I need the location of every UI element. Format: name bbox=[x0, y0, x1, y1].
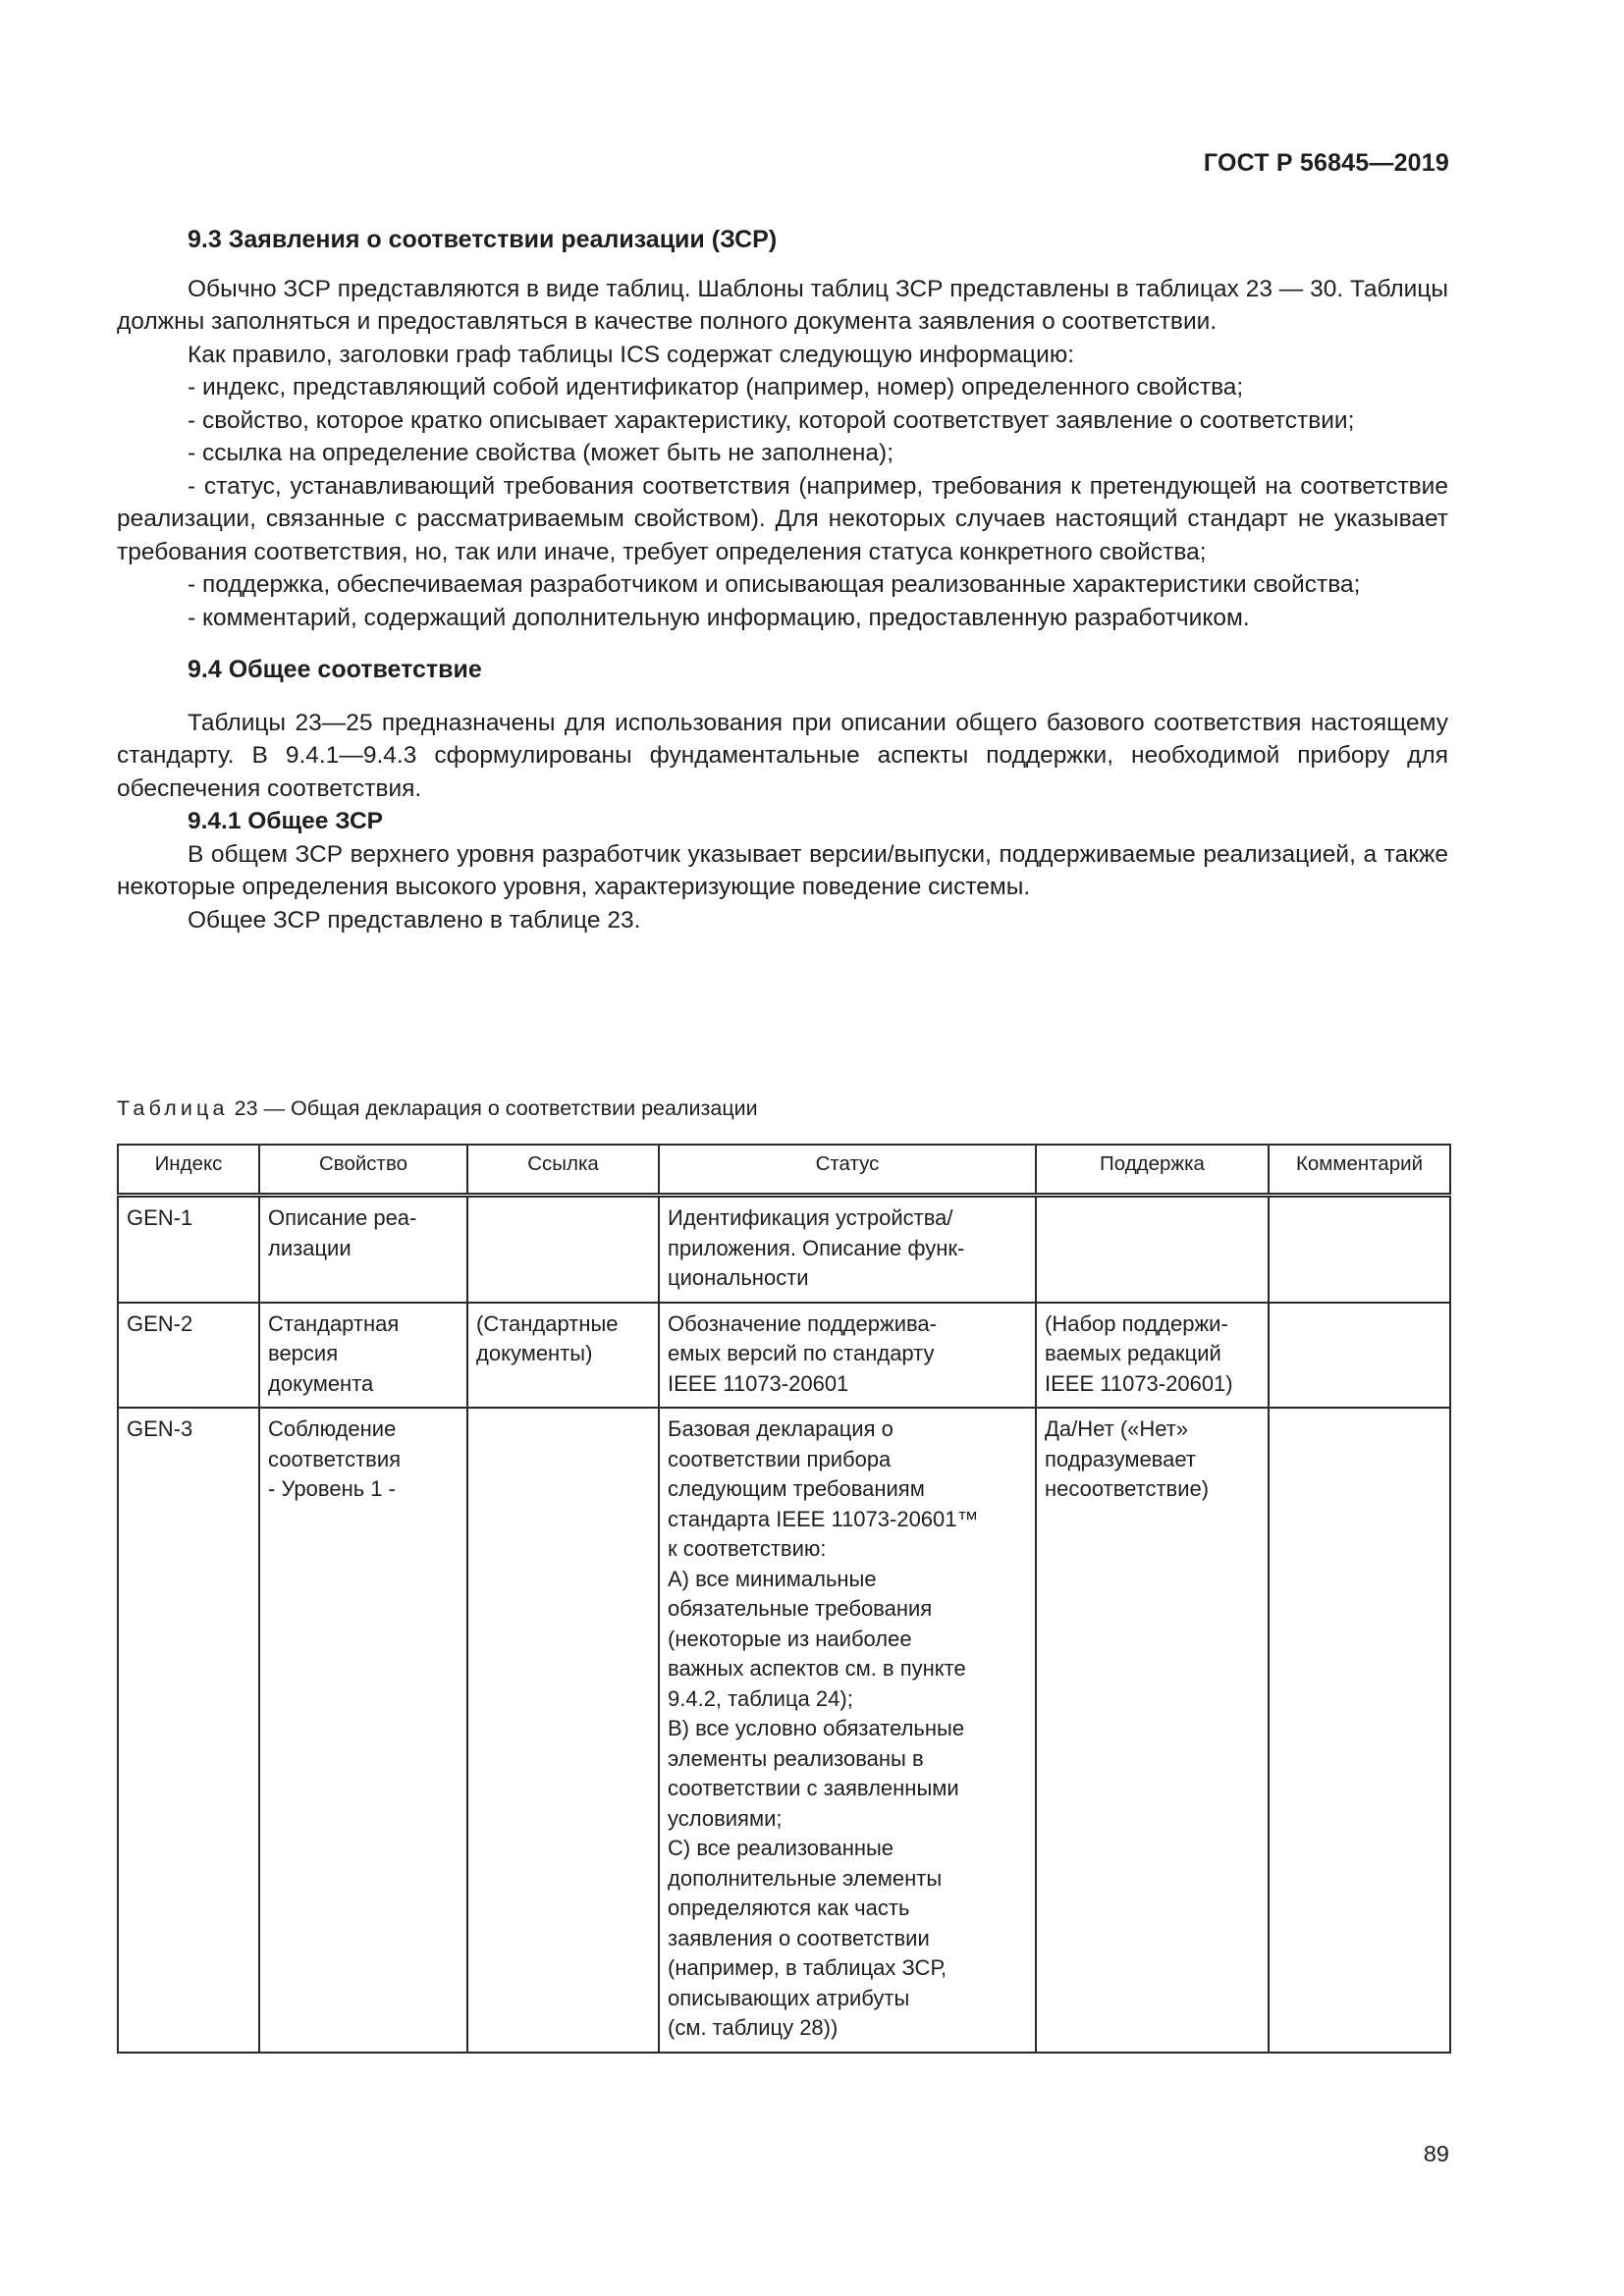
column-header-property: Свойство bbox=[259, 1145, 467, 1196]
paragraph: Обычно ЗСР представляются в виде таблиц. Шаблоны таблиц ЗСР представлены в таблицах 23 — 30. Таблицы должны заполняться и предоставляться в качестве полного документа заявления о соответствии. bbox=[117, 275, 1448, 335]
subsection-9-4-1-title: 9.4.1 Общее ЗСР bbox=[188, 808, 383, 834]
table-cell-reference: (Стандартные документы) bbox=[467, 1303, 659, 1409]
table-cell-property: Соблюдение соответствия - Уровень 1 - bbox=[259, 1408, 467, 2053]
table-cell-support bbox=[1036, 1196, 1269, 1303]
column-header-support: Поддержка bbox=[1036, 1145, 1269, 1196]
table-cell-index: GEN-3 bbox=[118, 1408, 259, 2053]
section-9-4-title: 9.4 Общее соответствие bbox=[188, 656, 482, 683]
table-caption-text: 23 — Общая декларация о соответствии реализации bbox=[228, 1096, 758, 1120]
table-cell-property: Стандартная версия документа bbox=[259, 1303, 467, 1409]
column-header-index: Индекс bbox=[118, 1145, 259, 1196]
column-header-comment: Комментарий bbox=[1269, 1145, 1450, 1196]
list-item: - индекс, представляющий собой идентификатор (например, номер) определенного свойства; bbox=[188, 374, 1244, 400]
table-caption-label: Таблица bbox=[117, 1096, 229, 1120]
paragraph: Как правило, заголовки граф таблицы ICS содержат следующую информацию: bbox=[188, 341, 1075, 368]
table-cell-reference bbox=[467, 1196, 659, 1303]
table-cell-property: Описание реа- лизации bbox=[259, 1196, 467, 1303]
list-item: - поддержка, обеспечиваемая разработчиком и описывающая реализованные характеристики свойства; bbox=[188, 571, 1361, 598]
table-cell-index: GEN-2 bbox=[118, 1303, 259, 1409]
table-cell-comment bbox=[1269, 1408, 1450, 2053]
column-header-reference: Ссылка bbox=[467, 1145, 659, 1196]
list-item: - ссылка на определение свойства (может быть не заполнена); bbox=[188, 440, 894, 466]
table-caption bbox=[117, 1094, 1448, 1123]
table-row bbox=[118, 1408, 1450, 2053]
paragraph: Таблицы 23—25 предназначены для использования при описании общего базового соответствия настоящему стандарту. В 9.4.1—9.4.3 сформулированы фундаментальные аспекты поддержки, необходимой прибору для обеспечения соответствия. bbox=[117, 709, 1448, 802]
table-cell-index: GEN-1 bbox=[118, 1196, 259, 1303]
ics-table bbox=[117, 1144, 1451, 2054]
section-9-3-body bbox=[117, 273, 1448, 635]
table-cell-support: (Набор поддержи- ваемых редакций IEEE 11073-20601) bbox=[1036, 1303, 1269, 1409]
table-cell-status: Идентификация устройства/ приложения. Описание функ- циональности bbox=[659, 1196, 1036, 1303]
paragraph: Общее ЗСР представлено в таблице 23. bbox=[188, 906, 641, 934]
table-header-row bbox=[118, 1145, 1450, 1196]
table-cell-status: Обозначение поддержива- емых версий по стандарту IEEE 11073-20601 bbox=[659, 1303, 1036, 1409]
list-item: - свойство, которое кратко описывает характеристику, которой соответствует заявление о соответствии; bbox=[188, 406, 1355, 434]
table-cell-status: Базовая декларация о соответствии прибора следующим требованиям стандарта IEEE 11073-20601™ к соответствию: A) все минимальные обязательные требования (некоторые из наиболее важных аспектов см. в пункте 9.4.2, таблица 24); B) все условно обязательные элементы реализованы в соответствии с заявленными условиями; C) все реализованные дополнительные элементы определяются как часть заявления о соответствии (например, в таблицах ЗСР, описывающих атрибуты (см. таблицу 28)) bbox=[659, 1408, 1036, 2053]
table-row bbox=[118, 1303, 1450, 1409]
paragraph: В общем ЗСР верхнего уровня разработчик указывает версии/выпуски, поддерживаемые реализацией, а также некоторые определения высокого уровня, характеризующие поведение системы. bbox=[117, 840, 1448, 900]
table-cell-reference bbox=[467, 1408, 659, 2053]
list-item: - статус, устанавливающий требования соответствия (например, требования к претендующей на соответствие реализации, связанные с рассматриваемым свойством). Для некоторых случаев настоящий стандарт не указывает требования соответствия, но, так или иначе, требует определения статуса конкретного свойства; bbox=[117, 472, 1448, 565]
table-cell-comment bbox=[1269, 1303, 1450, 1409]
table-cell-comment bbox=[1269, 1196, 1450, 1303]
section-9-4-body bbox=[117, 707, 1448, 937]
section-9-3-title: 9.3 Заявления о соответствии реализации (ЗСР) bbox=[188, 226, 778, 253]
table-cell-support: Да/Нет («Нет» подразумевает несоответствие) bbox=[1036, 1408, 1269, 2053]
list-item: - комментарий, содержащий дополнительную информацию, предоставленную разработчиком. bbox=[188, 604, 1250, 631]
document-id: ГОСТ Р 56845—2019 bbox=[1203, 149, 1449, 177]
document-body bbox=[117, 224, 1448, 936]
column-header-status: Статус bbox=[659, 1145, 1036, 1196]
table-row bbox=[118, 1196, 1450, 1303]
page-number: 89 bbox=[1423, 2141, 1449, 2166]
